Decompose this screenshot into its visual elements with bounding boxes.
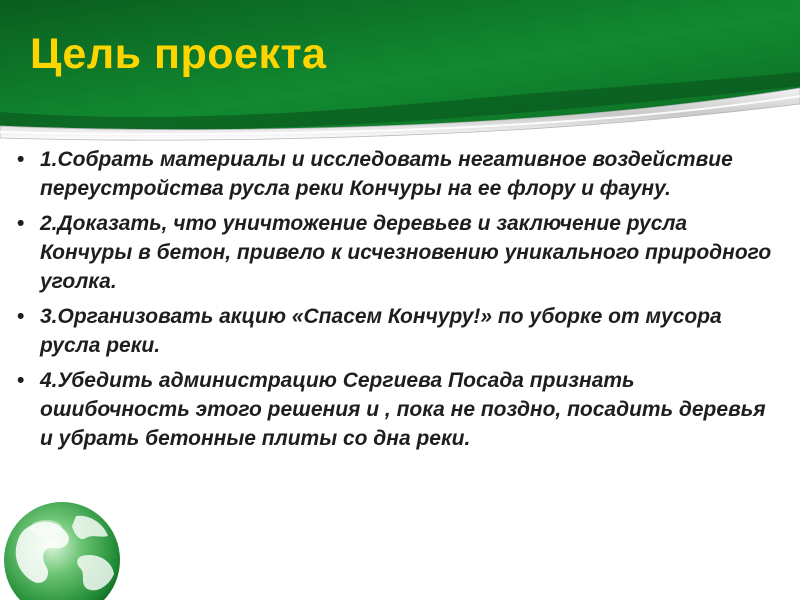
earth-globe-icon bbox=[0, 478, 140, 600]
goal-item-4 bbox=[14, 366, 774, 453]
slide-title: Цель проекта bbox=[30, 30, 327, 78]
bullet-icon: • bbox=[17, 148, 25, 171]
bullet-icon: • bbox=[17, 305, 25, 328]
goal-list bbox=[14, 145, 774, 459]
bullet-icon: • bbox=[17, 212, 25, 235]
bullet-icon: • bbox=[17, 369, 25, 392]
goal-text: 3.Организовать акцию «Спасем Кончуру!» по уборке от мусора русла реки. bbox=[40, 305, 722, 357]
goal-text: 4.Убедить администрацию Сергиева Посада признать ошибочность этого решения и , пока не поздно, посадить деревья и убрать бетонные плиты со дна реки. bbox=[40, 369, 766, 450]
goal-item-3 bbox=[14, 302, 774, 360]
goal-text: 1.Собрать материалы и исследовать негативное воздействие переустройства русла реки Кончуры на ее флору и фауну. bbox=[40, 148, 733, 200]
goal-item-2 bbox=[14, 209, 774, 296]
goal-text: 2.Доказать, что уничтожение деревьев и заключение русла Кончуры в бетон, привело к исчезновению уникального природного уголка. bbox=[40, 212, 772, 293]
goal-item-1 bbox=[14, 145, 774, 203]
